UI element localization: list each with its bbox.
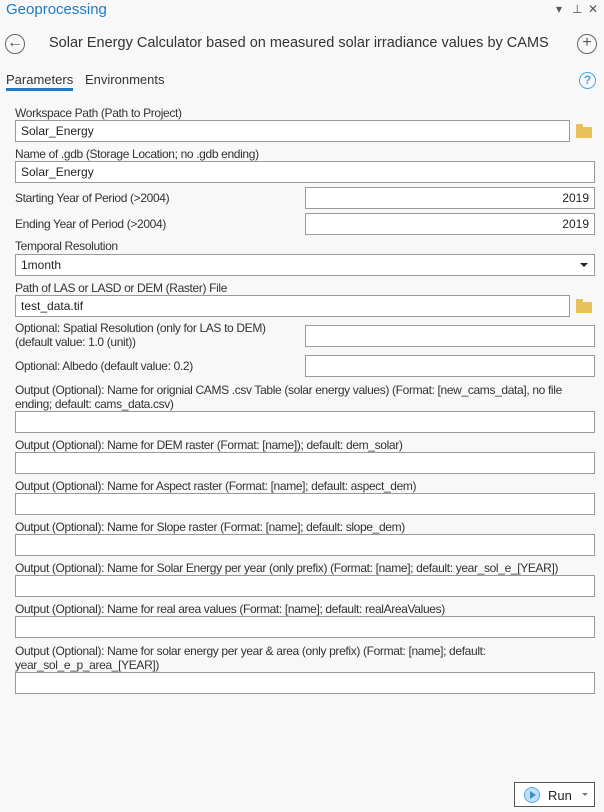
end-year-input[interactable]: 2019 [305,213,595,235]
cams-label [15,383,601,411]
start-year-label: Starting Year of Period (>2004) [15,191,170,205]
cams-label-line1: Output (Optional): Name for orignial CAMS .csv Table (solar energy values) (Format: [new_cams_data], no file [15,383,562,397]
albedo-input[interactable] [305,355,595,377]
solarea-input[interactable] [15,672,595,694]
run-button[interactable] [514,782,595,807]
play-icon [524,787,540,803]
realarea-label: Output (Optional): Name for real area values (Format: [name]; default: realAreaValues) [15,602,445,616]
solarea-label-line2: year_sol_e_p_area_[YEAR]) [15,658,160,672]
pane-menu-icon[interactable]: ▾ [556,2,563,16]
back-icon[interactable]: ← [5,34,25,54]
solarea-label [15,644,601,672]
workspace-input[interactable]: Solar_Energy [15,120,570,142]
pane-title: Geoprocessing [6,1,107,18]
aspect-label: Output (Optional): Name for Aspect raster (Format: [name]; default: aspect_dem) [15,479,417,493]
cams-input[interactable] [15,411,595,433]
slope-label: Output (Optional): Name for Slope raster (Format: [name]; default: slope_dem) [15,520,405,534]
tab-environments[interactable]: Environments [85,72,165,87]
close-icon[interactable]: ✕ [588,2,599,16]
slope-input[interactable] [15,534,595,556]
albedo-label: Optional: Albedo (default value: 0.2) [15,359,193,373]
help-icon[interactable]: ? [579,72,596,89]
solyear-label: Output (Optional): Name for Solar Energy per year (only prefix) (Format: [name]; default: year_sol_e_[YEAR]) [15,561,559,575]
aspect-input[interactable] [15,493,595,515]
spatial-label [15,321,300,349]
raster-label: Path of LAS or LASD or DEM (Raster) File [15,281,228,295]
folder-icon[interactable] [576,127,592,138]
start-year-input[interactable]: 2019 [305,187,595,209]
spatial-input[interactable] [305,325,595,347]
solyear-input[interactable] [15,575,595,597]
solarea-label-line1: Output (Optional): Name for solar energy per year & area (only prefix) (Format: [name]; default: [15,644,486,658]
cams-label-line2: ending; default: cams_data.csv) [15,397,174,411]
dem-label: Output (Optional): Name for DEM raster (Format: [name]); default: dem_solar) [15,438,403,452]
chevron-down-icon [580,263,588,267]
gdb-label: Name of .gdb (Storage Location; no .gdb ending) [15,147,259,161]
workspace-label: Workspace Path (Path to Project) [15,106,182,120]
tab-parameters[interactable]: Parameters [6,72,73,91]
gdb-input[interactable]: Solar_Energy [15,161,595,183]
run-label: Run [548,788,572,803]
raster-input[interactable]: test_data.tif [15,295,570,317]
end-year-label: Ending Year of Period (>2004) [15,217,166,231]
realarea-input[interactable] [15,616,595,638]
folder-icon[interactable] [576,302,592,313]
spatial-label-line2: (default value: 1.0 (unit)) [15,335,136,349]
temporal-label: Temporal Resolution [15,239,118,253]
temporal-value: 1month [21,258,62,272]
pin-icon[interactable]: ⊥ [572,2,583,16]
tool-title: Solar Energy Calculator based on measured solar irradiance values by CAMS [49,35,549,51]
spatial-label-line1: Optional: Spatial Resolution (only for LAS to DEM) [15,321,266,335]
add-icon[interactable]: + [577,34,597,54]
run-dropdown-icon[interactable] [582,793,588,796]
dem-input[interactable] [15,452,595,474]
temporal-select[interactable] [15,254,595,276]
